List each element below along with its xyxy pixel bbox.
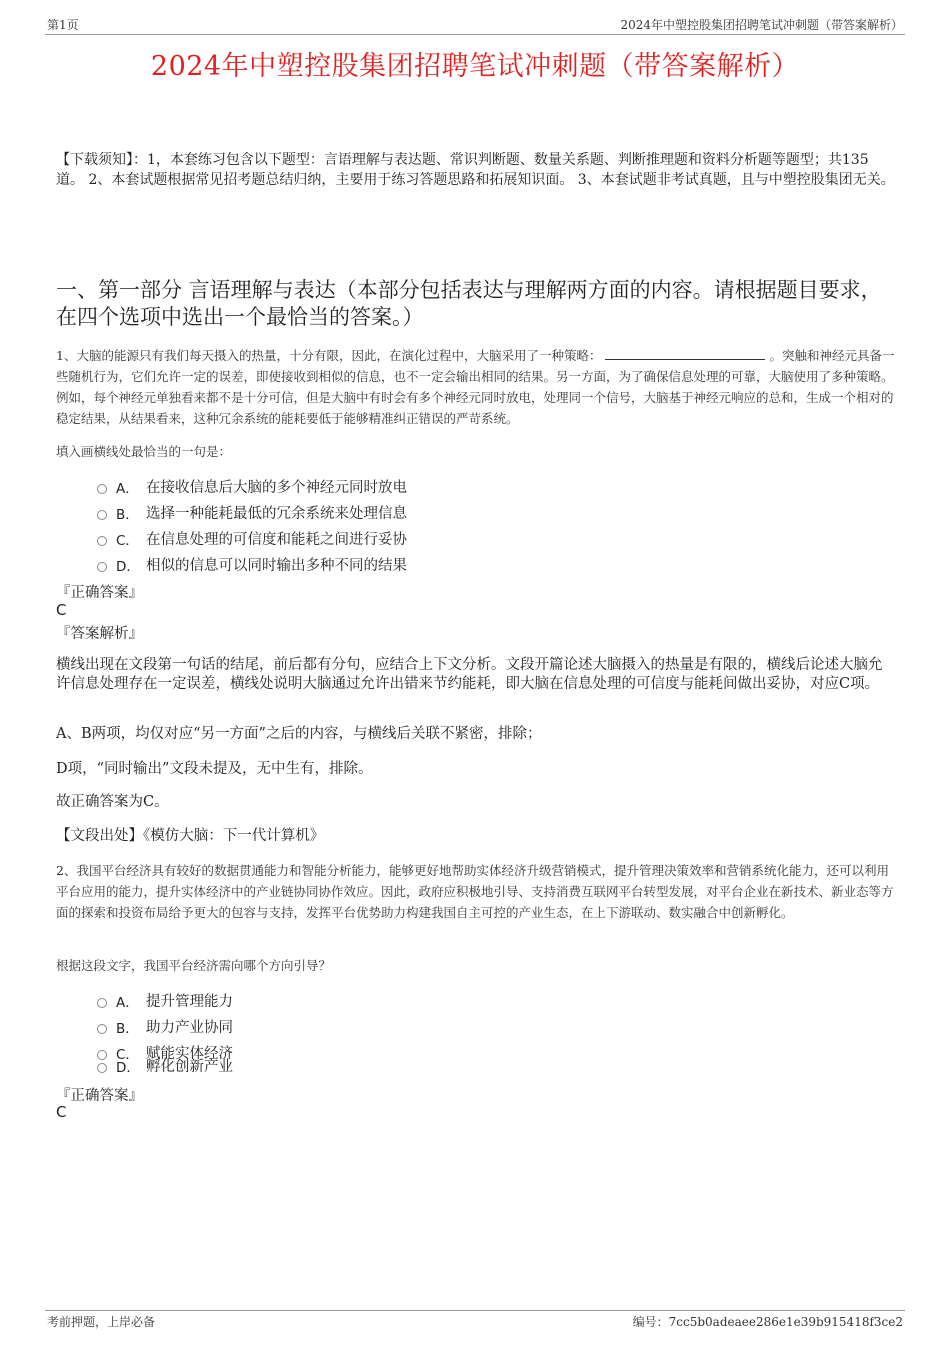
page-title: 2024年中塑控股集团招聘笔试冲刺题（带答案解析） <box>150 51 800 82</box>
radio-icon[interactable] <box>97 998 107 1008</box>
q1-text-after: 。突触和神经元具备一些随机行为，它们允许一定的误差，即使接收到相似的信息，也不一定会输出相同的结果。另一方面，为了确保信息处理的可靠，大脑使用了多种策略。例如，每个神经元单独看来都不是十分可信，但是大脑中有时会有多个神经元同时放电，处理同一个信号，大脑基于神经元响应的总和，生成一个相对的稳定结果，从结果看来，这种冗余系统的能耗要低于能够精准纠正错误的严苛系统。 <box>56 348 895 426</box>
option-letter: C． <box>116 1046 139 1063</box>
header-divider <box>45 34 905 35</box>
q1-fill-blank <box>605 347 765 360</box>
q1-analysis-label: 『答案解析』 <box>56 626 143 642</box>
option-letter: D． <box>116 1059 140 1076</box>
q1-option-d[interactable] <box>97 554 407 575</box>
q1-option-a[interactable] <box>97 476 407 497</box>
q2-answer-value: C <box>56 1103 67 1121</box>
option-text: 提升管理能力 <box>146 994 233 1010</box>
download-notice: 【下载须知】：1，本套练习包含以下题型：言语理解与表达题、常识判断题、数量关系题、判断推理题和资料分析题等题型；共135道。 2、本套试题根据常见招考题总结归纳，主要用于练习答题思路和拓展知识面。 3、本套试题非考试真题，且与中塑控股集团无关。 <box>56 152 895 188</box>
option-letter: A． <box>116 994 139 1011</box>
q2-option-b[interactable] <box>97 1016 233 1037</box>
option-letter: B． <box>116 506 139 523</box>
q1-analysis-para-4: 故正确答案为C。 <box>56 794 169 810</box>
option-text: 孵化创新产业 <box>146 1059 233 1075</box>
q1-source: 【文段出处】《模仿大脑：下一代计算机》 <box>56 828 325 844</box>
question-2-text: 2、我国平台经济具有较好的数据贯通能力和智能分析能力，能够更好地帮助实体经济升级营销模式，提升管理决策效率和营销系统化能力，还可以利用平台应用的能力，提升实体经济中的产业链协同协作效应。因此，政府应积极地引导、支持消费互联网平台转型发展，对平台企业在新技术、新业态等方面的探索和投资布局给予更大的包容与支持，发挥平台优势助力构建我国自主可控的产业生态，在上下游联动、数实融合中创新孵化。 <box>56 863 894 920</box>
footer-slogan: 考前押题，上岸必备 <box>47 1315 156 1329</box>
radio-icon[interactable] <box>97 1063 107 1073</box>
q1-analysis-para-1: 横线出现在文段第一句话的结尾，前后都有分句，应结合上下文分析。文段开篇论述大脑摄入的热量是有限的，横线后论述大脑允许信息处理存在一定误差，横线处说明大脑通过允许出错来节约能耗，即大脑在信息处理的可信度与能耗间做出妥协，对应C项。 <box>56 657 883 692</box>
radio-icon[interactable] <box>97 510 107 520</box>
q1-analysis-para-3: D项，“同时输出”文段未提及，无中生有，排除。 <box>56 761 373 777</box>
q1-prompt: 填入画横线处最恰当的一句是： <box>56 444 232 459</box>
question-1-text <box>56 345 896 429</box>
header-doc-title: 2024年中塑控股集团招聘笔试冲刺题（带答案解析） <box>620 18 903 32</box>
option-letter: B． <box>116 1020 139 1037</box>
q1-option-c[interactable] <box>97 528 407 549</box>
q2-option-a[interactable] <box>97 990 233 1011</box>
option-text: 赋能实体经济 <box>146 1046 233 1062</box>
radio-icon[interactable] <box>97 536 107 546</box>
option-letter: D． <box>116 558 140 575</box>
q1-analysis-para-2: A、B两项，均仅对应“另一方面”之后的内容，与横线后关联不紧密，排除； <box>56 726 542 742</box>
q1-text-before: 1、大脑的能源只有我们每天摄入的热量，十分有限，因此，在演化过程中，大脑采用了一种策略： <box>56 348 602 363</box>
q2-option-d[interactable] <box>97 1055 233 1076</box>
footer-divider <box>45 1310 905 1311</box>
footer-doc-id: 编号：7cc5b0adeaee286e1e39b915418f3ce2 <box>632 1315 903 1329</box>
page-number: 第1页 <box>47 18 79 32</box>
q1-option-b[interactable] <box>97 502 407 523</box>
option-text: 助力产业协同 <box>146 1020 233 1036</box>
option-letter: C． <box>116 532 139 549</box>
section-heading: 一、第一部分 言语理解与表达（本部分包括表达与理解两方面的内容。请根据题目要求，在四个选项中选出一个最恰当的答案。） <box>56 278 882 329</box>
q2-prompt: 根据这段文字，我国平台经济需向哪个方向引导？ <box>56 958 332 973</box>
option-text: 在接收信息后大脑的多个神经元同时放电 <box>146 480 407 496</box>
radio-icon[interactable] <box>97 562 107 572</box>
option-letter: A． <box>116 480 139 497</box>
q1-answer-label: 『正确答案』 <box>56 585 143 601</box>
radio-icon[interactable] <box>97 1024 107 1034</box>
option-text: 选择一种能耗最低的冗余系统来处理信息 <box>146 506 407 522</box>
q1-answer-value: C <box>56 601 67 619</box>
option-text: 在信息处理的可信度和能耗之间进行妥协 <box>146 532 407 548</box>
option-text: 相似的信息可以同时输出多种不同的结果 <box>146 558 407 574</box>
q2-answer-label: 『正确答案』 <box>56 1088 143 1104</box>
radio-icon[interactable] <box>97 484 107 494</box>
